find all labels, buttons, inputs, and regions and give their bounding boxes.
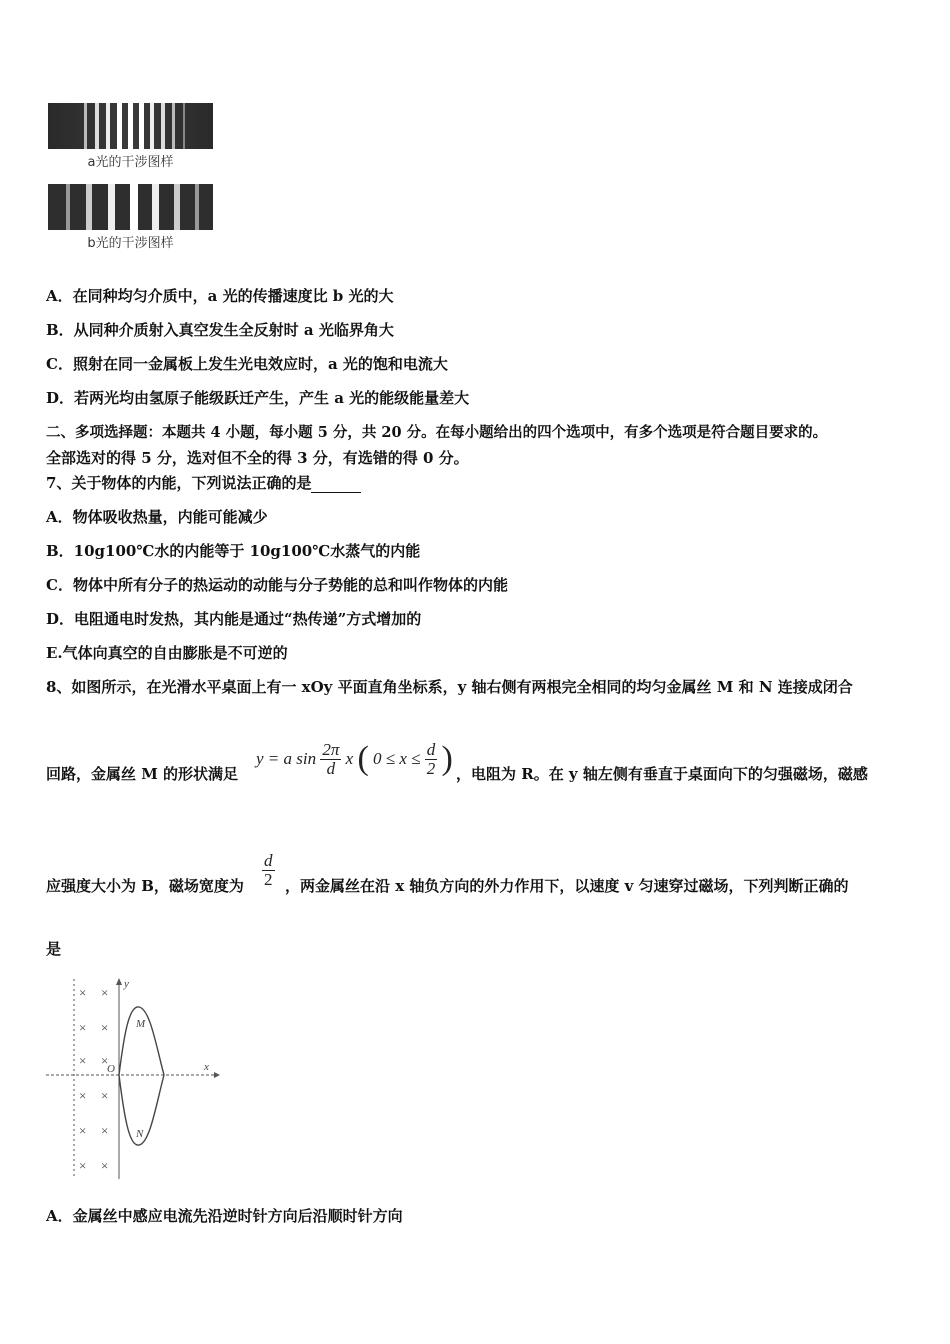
q8-line2a: 回路，金属丝 M 的形状满足	[46, 765, 239, 783]
width-fraction	[262, 852, 275, 889]
q8-diagram	[44, 975, 224, 1180]
q7-stem-text: 7、关于物体的内能，下列说法正确的是	[46, 474, 312, 492]
cross-3: ×	[79, 1020, 87, 1035]
cross-1: ×	[79, 985, 87, 1000]
cross-11: ×	[79, 1158, 87, 1173]
q7-option-d: D．电阻通电时发热，其内能是通过“热传递”方式增加的	[46, 610, 422, 628]
q8-line2b: ，电阻为 R。在 y 轴左侧有垂直于桌面向下的匀强磁场，磁感	[456, 765, 868, 783]
formula-frac-den: d	[326, 758, 336, 778]
formula-frac-num: 2π	[322, 739, 340, 759]
q7-option-b: B．10g100℃水的内能等于 10g100℃水蒸气的内能	[46, 542, 421, 560]
q6-option-d: D．若两光均由氢原子能级跃迁产生，产生 a 光的能级能量差大	[46, 389, 470, 407]
q8-line4: 是	[46, 940, 62, 958]
q8-width-fraction	[262, 852, 275, 889]
caption-a: a光的干涉图样	[87, 155, 174, 170]
q8-option-a: A．金属丝中感应电流先沿逆时针方向后沿顺时针方向	[46, 1207, 403, 1225]
width-frac-num: d	[264, 851, 273, 870]
wire-n-label: N	[136, 1128, 144, 1140]
formula-lhs: y = a sin	[256, 749, 317, 768]
cross-2: ×	[101, 985, 109, 1000]
q8-shape-formula	[256, 740, 453, 778]
q6-option-b: B．从同种介质射入真空发生全反射时 a 光临界角大	[46, 321, 394, 339]
q7-answer-blank	[311, 478, 361, 493]
cross-4: ×	[101, 1020, 109, 1035]
q7-option-a: A．物体吸收热量，内能可能减少	[46, 508, 268, 526]
section2-line1: 二、多项选择题：本题共 4 小题，每小题 5 分，共 20 分。在每小题给出的四个选项中，有多个选项是符合题目要求的。	[46, 424, 828, 441]
width-frac-den: 2	[264, 870, 273, 889]
formula-var: x	[345, 749, 354, 768]
q7-stem	[46, 473, 361, 493]
interference-pattern-a	[48, 103, 213, 149]
interference-pattern-b	[48, 184, 213, 230]
q7-option-c: C．物体中所有分子的热运动的动能与分子势能的总和叫作物体的内能	[46, 576, 508, 594]
y-axis-label: y	[124, 978, 129, 990]
cross-12: ×	[101, 1158, 109, 1173]
formula-range-den: 2	[426, 758, 436, 778]
q8-line3b: ，两金属丝在沿 x 轴负方向的外力作用下，以速度 v 匀速穿过磁场，下列判断正确的	[285, 877, 849, 895]
formula-range-fraction	[425, 741, 438, 778]
x-axis-arrow	[214, 1072, 220, 1078]
y-axis-arrow	[116, 978, 122, 985]
cross-10: ×	[101, 1123, 109, 1138]
cross-6: ×	[101, 1053, 109, 1068]
cross-5: ×	[79, 1053, 87, 1068]
formula-fraction	[320, 741, 341, 778]
cross-7: ×	[79, 1088, 87, 1103]
formula-range-left: 0 ≤ x ≤	[373, 749, 421, 768]
cross-8: ×	[101, 1088, 109, 1103]
cross-9: ×	[79, 1123, 87, 1138]
formula-paren-left: (	[357, 740, 369, 777]
origin-label: O	[107, 1063, 115, 1075]
section2-line2: 全部选对的得 5 分，选对但不全的得 3 分，有选错的得 0 分。	[46, 449, 469, 467]
caption-b: b光的干涉图样	[87, 236, 174, 251]
formula-range-num: d	[426, 739, 436, 759]
x-axis-label: x	[204, 1061, 209, 1073]
q8-line1: 8、如图所示，在光滑水平桌面上有一 xOy 平面直角坐标系，y 轴右侧有两根完全相同的均匀金属丝 M 和 N 连接成闭合	[46, 678, 853, 696]
wire-m-label: M	[136, 1018, 146, 1030]
q6-option-a: A．在同种均匀介质中，a 光的传播速度比 b 光的大	[46, 287, 394, 305]
q8-line3a: 应强度大小为 B，磁场宽度为	[46, 877, 244, 895]
formula-paren-right: )	[441, 740, 453, 777]
q7-option-e: E.气体向真空的自由膨胀是不可逆的	[46, 644, 288, 662]
q6-option-c: C．照射在同一金属板上发生光电效应时，a 光的饱和电流大	[46, 355, 448, 373]
